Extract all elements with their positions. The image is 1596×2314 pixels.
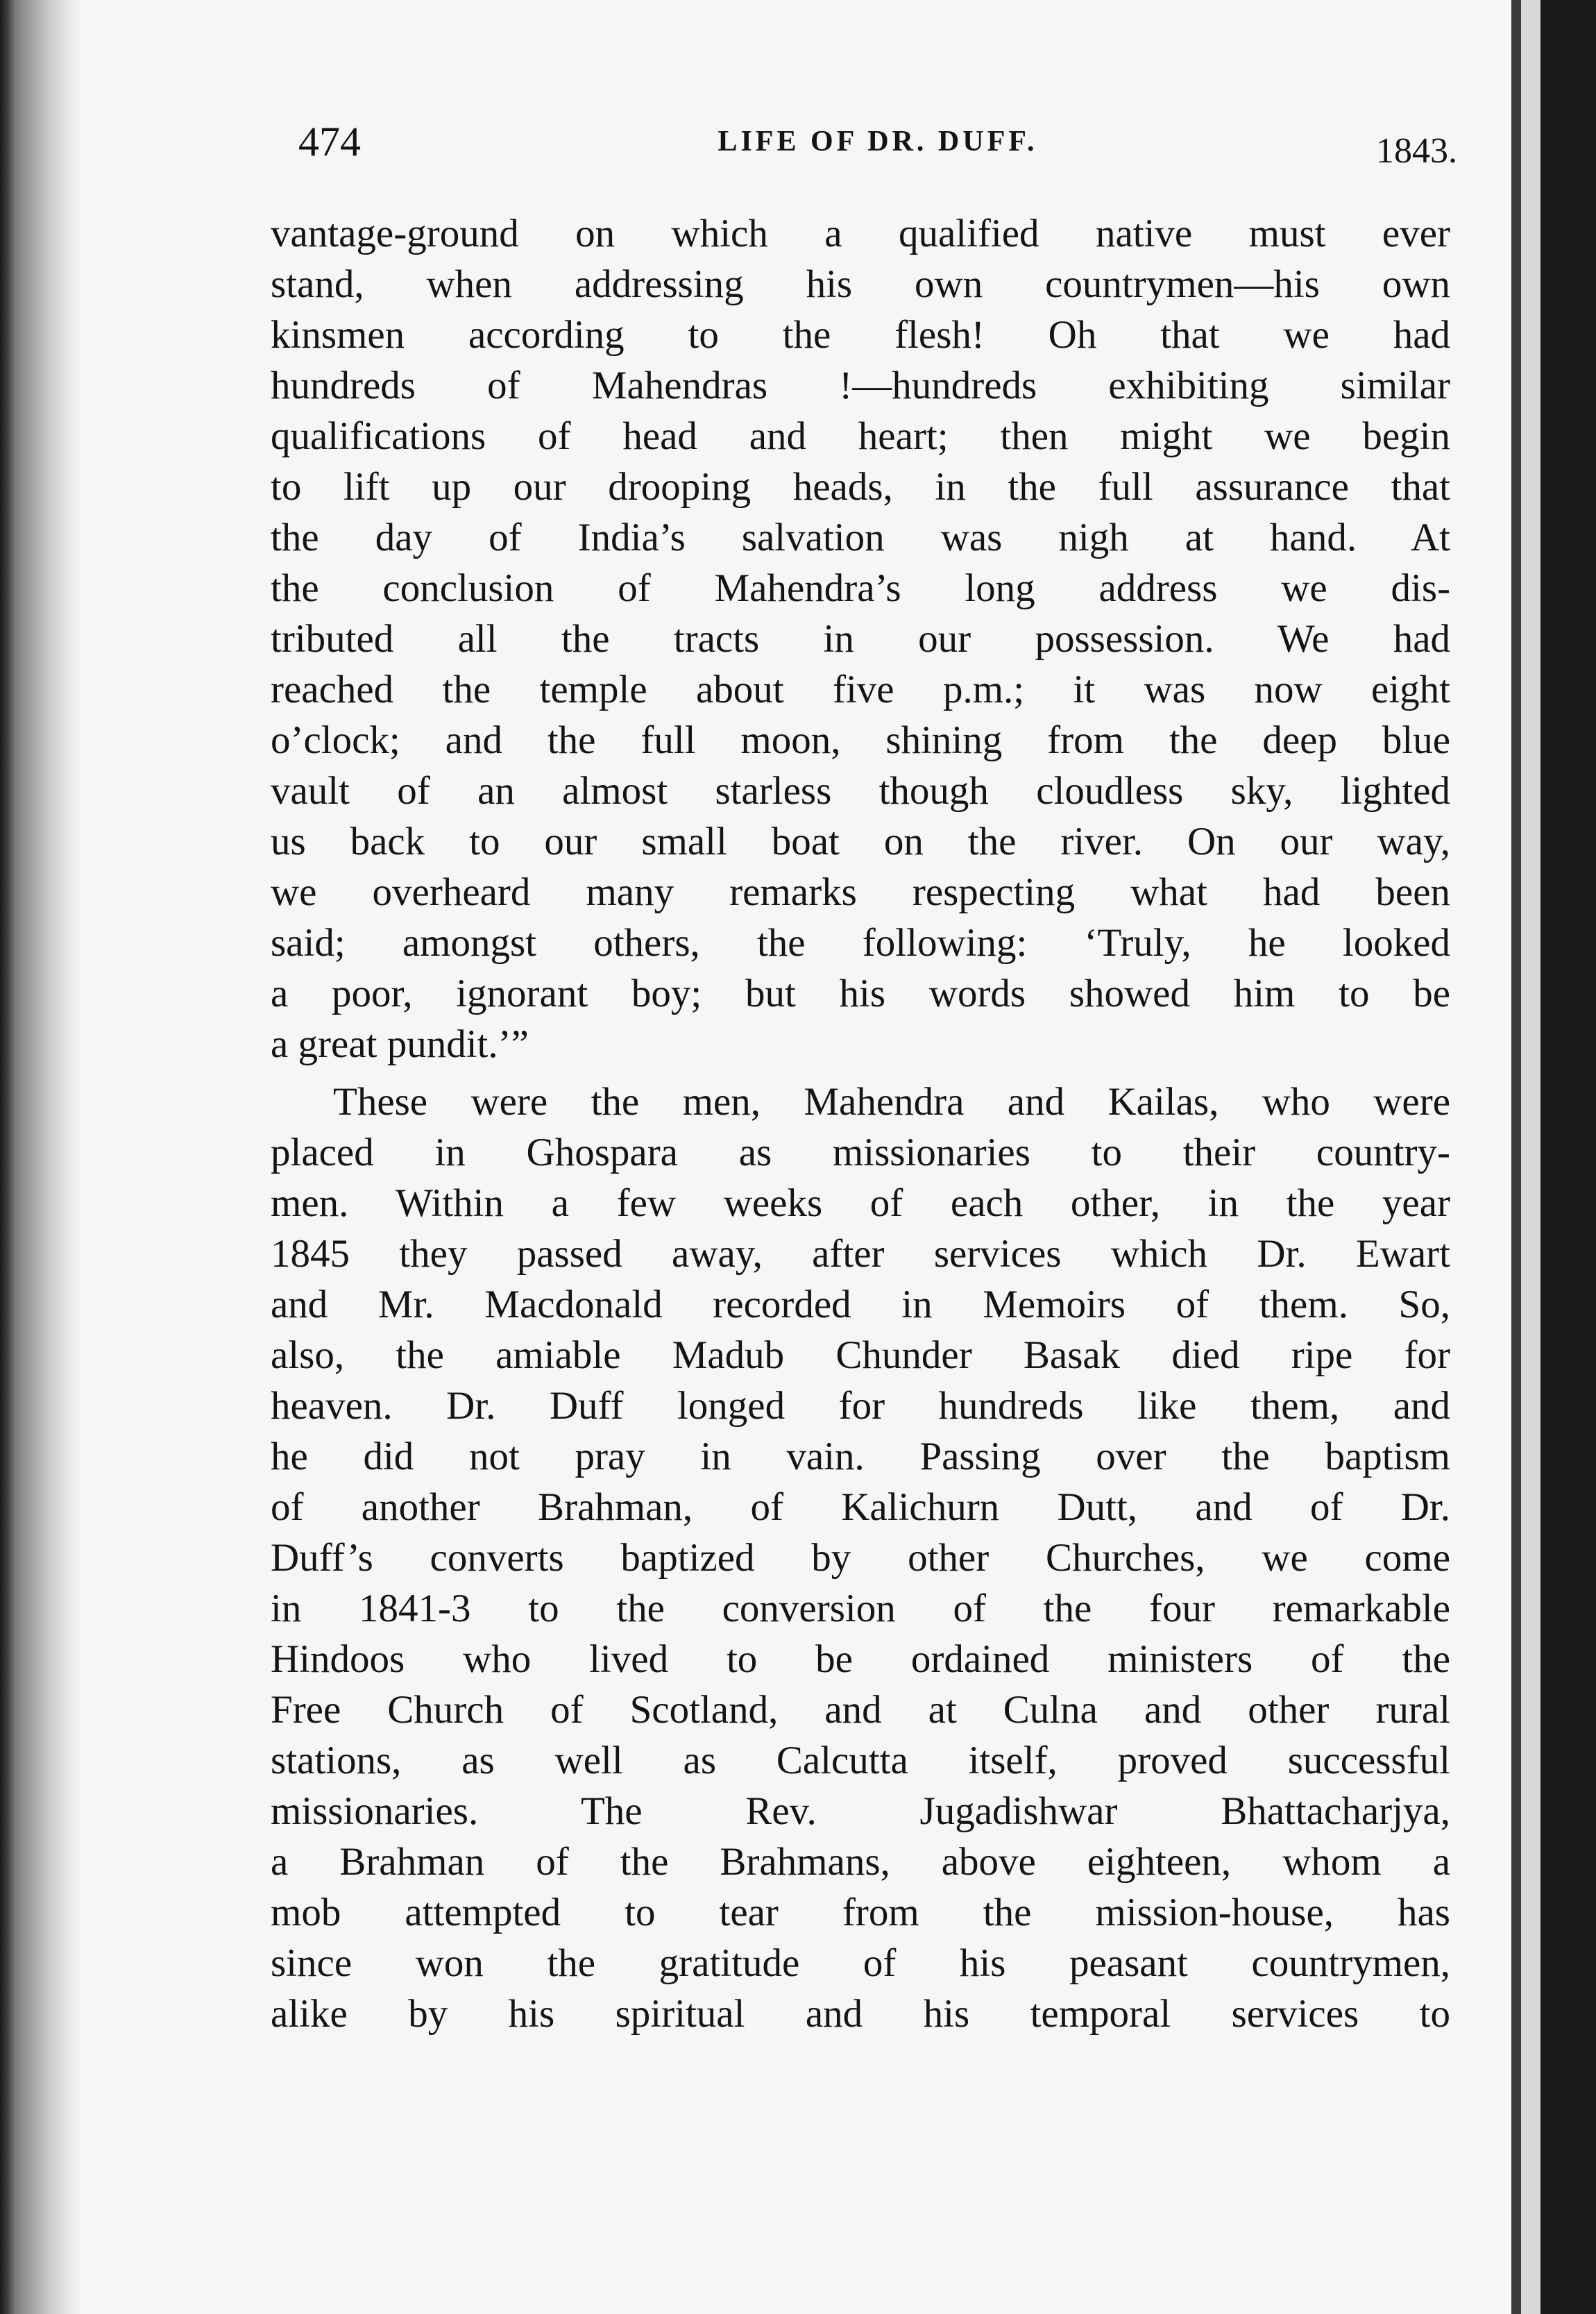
page-edge-gap — [1521, 0, 1540, 2314]
text-line: reached the temple about five p.m.; it was now eight — [271, 668, 1450, 711]
text-line: placed in Ghospara as missionaries to their country- — [271, 1131, 1450, 1174]
text-line: o’clock; and the full moon, shining from the deep blue — [271, 718, 1450, 762]
text-line: said; amongst others, the following: ‘Truly, he looked — [271, 921, 1450, 965]
text-line: he did not pray in vain. Passing over the baptism — [271, 1435, 1450, 1478]
text-line: kinsmen according to the flesh! Oh that we had — [271, 313, 1450, 357]
running-head — [298, 118, 1457, 174]
text-line: Free Church of Scotland, and at Culna and other rural — [271, 1688, 1450, 1732]
text-line: since won the gratitude of his peasant countrymen, — [271, 1941, 1450, 1985]
page-number: 474 — [298, 119, 361, 164]
text-line: 1845 they passed away, after services which Dr. Ewart — [271, 1232, 1450, 1276]
text-line: of another Brahman, of Kalichurn Dutt, and of Dr. — [271, 1485, 1450, 1529]
text-line: a poor, ignorant boy; but his words showed him to be — [271, 972, 1450, 1015]
text-line: vault of an almost starless though cloudless sky, lighted — [271, 769, 1450, 813]
text-line: the conclusion of Mahendra’s long address we dis- — [271, 566, 1450, 610]
text-line: hundreds of Mahendras !—hundreds exhibiting similar — [271, 364, 1450, 407]
text-line: men. Within a few weeks of each other, in the year — [271, 1181, 1450, 1225]
text-line: heaven. Dr. Duff longed for hundreds like them, and — [271, 1384, 1450, 1428]
text-line: in 1841-3 to the conversion of the four remarkable — [271, 1587, 1450, 1630]
page-edge-rim — [1511, 0, 1521, 2314]
book-gutter-shadow — [0, 0, 83, 2314]
text-line: stand, when addressing his own countrymen—his own — [271, 262, 1450, 306]
running-year: 1843. — [1376, 131, 1457, 171]
paragraph-1 — [271, 208, 1450, 1070]
text-line: These were the men, Mahendra and Kailas, who were — [333, 1080, 1450, 1124]
text-line: Hindoos who lived to be ordained ministers of the — [271, 1637, 1450, 1681]
book-page — [83, 0, 1511, 2314]
text-line: us back to our small boat on the river. On our way, — [271, 820, 1450, 863]
text-line: alike by his spiritual and his temporal services to — [271, 1992, 1450, 2036]
text-line: tributed all the tracts in our possession. We had — [271, 617, 1450, 661]
text-line: a great pundit.’” — [271, 1022, 529, 1066]
text-line: and Mr. Macdonald recorded in Memoirs of them. So, — [271, 1283, 1450, 1326]
text-line: mob attempted to tear from the mission-house, has — [271, 1891, 1450, 1934]
running-title: LIFE OF DR. DUFF. — [718, 126, 1038, 158]
text-line: to lift up our drooping heads, in the full assurance that — [271, 465, 1450, 509]
text-line: missionaries. The Rev. Jugadishwar Bhattacharjya, — [271, 1789, 1450, 1833]
body-text — [271, 208, 1450, 2039]
paragraph-2 — [271, 1076, 1450, 2039]
text-line: a Brahman of the Brahmans, above eighteen, whom a — [271, 1840, 1450, 1884]
text-line: Duff’s converts baptized by other Churches, we come — [271, 1536, 1450, 1580]
text-line: stations, as well as Calcutta itself, proved successful — [271, 1739, 1450, 1782]
text-line: qualifications of head and heart; then might we begin — [271, 414, 1450, 458]
text-line: also, the amiable Madub Chunder Basak died ripe for — [271, 1333, 1450, 1377]
text-line: we overheard many remarks respecting what had been — [271, 870, 1450, 914]
text-line: the day of India’s salvation was nigh at hand. At — [271, 516, 1450, 559]
text-line: vantage-ground on which a qualified native must ever — [271, 212, 1450, 255]
book-page-edge — [1511, 0, 1596, 2314]
